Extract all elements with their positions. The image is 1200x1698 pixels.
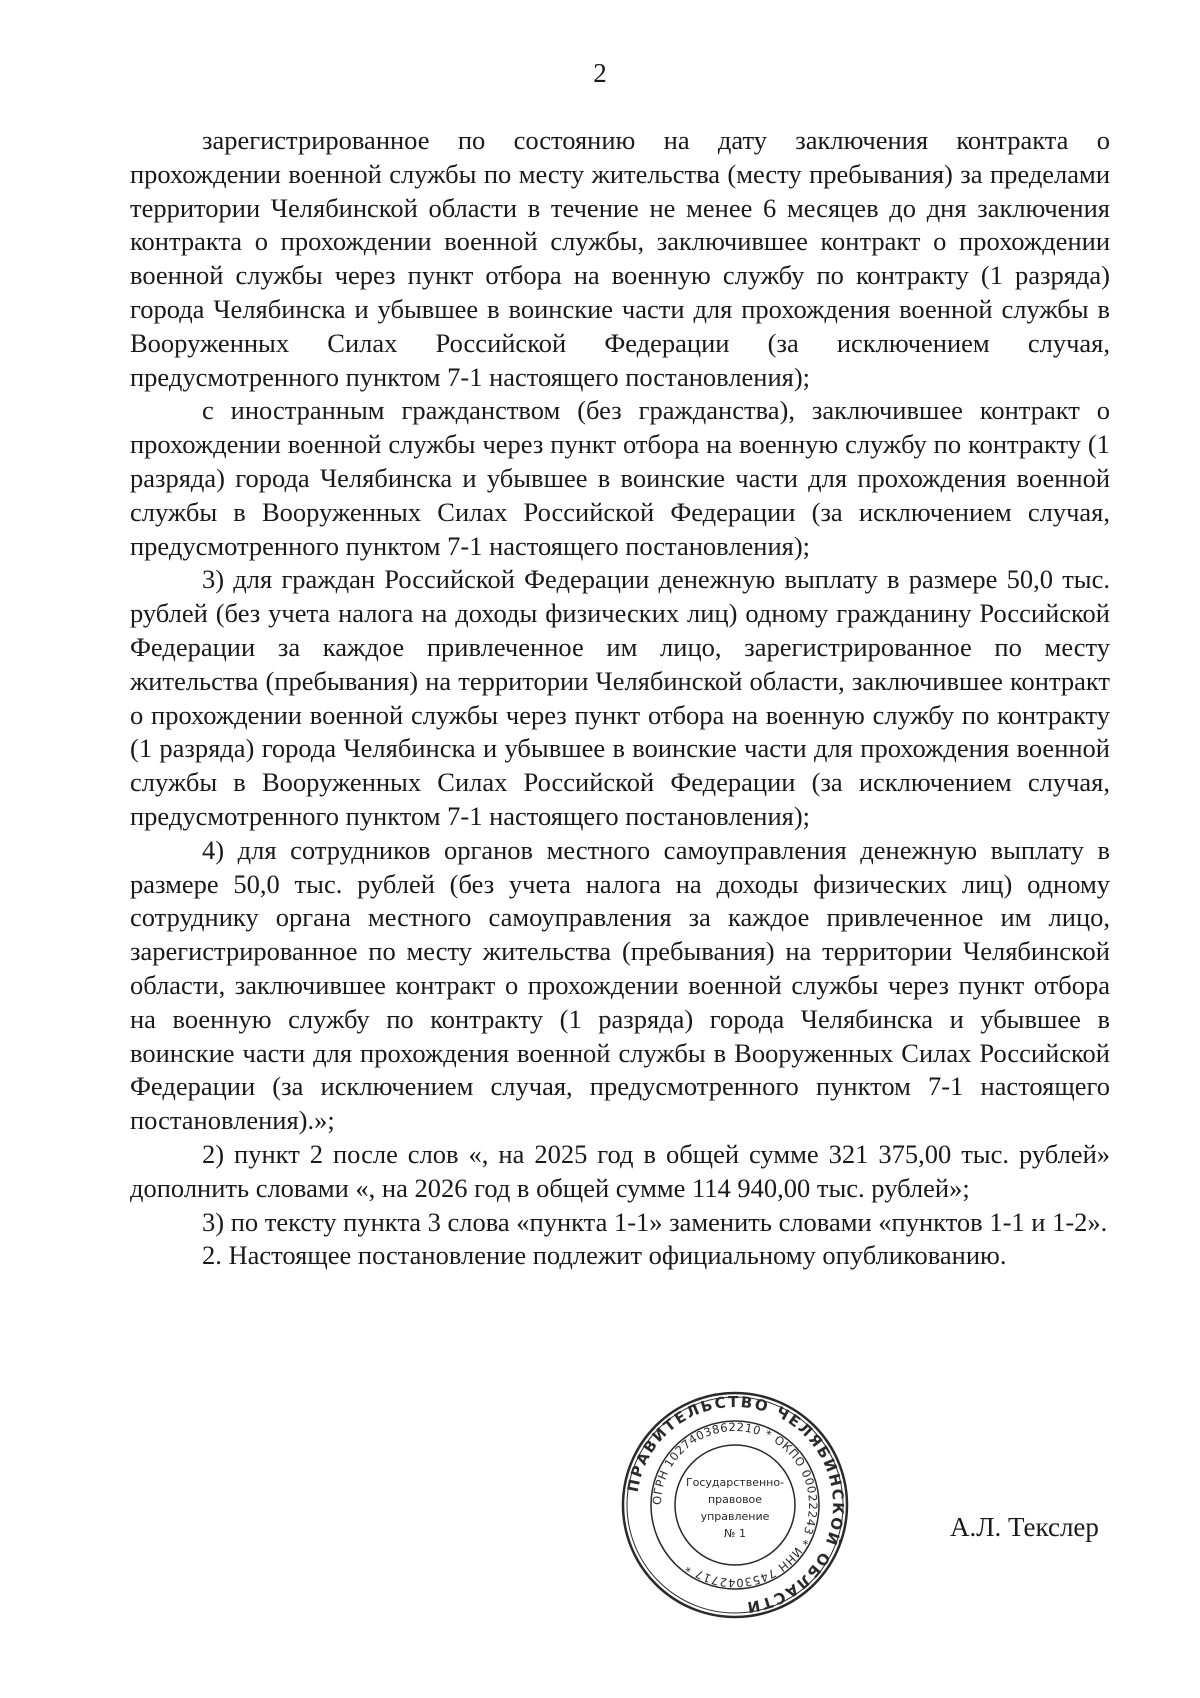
paragraph: 2. Настоящее постановление подлежит официальному опубликованию. [202, 1240, 1007, 1271]
seal-graphic [620, 1390, 850, 1620]
paragraph: 3) для граждан Российской Федерации денежную выплату в размере 50,0 тыс. рублей (без учета налога на доходы физических лиц) одному гражданину Российской Федерации за каждое привлеченное им лицо, зарегистрированное по месту жительства (пребывания) на территории Челябинской области, заключившее контракт о прохождении военной службы через пункт отбора на военную службу по контракту (1 разряда) города Челябинска и убывшее в воинские части для прохождения военной службы в Вооруженных Силах Российской Федерации (за исключением случая, предусмотренного пунктом 7-1 настоящего постановления); [130, 564, 1110, 831]
seal-center-line: управление [700, 1510, 770, 1523]
seal-center-line: № 1 [724, 1527, 746, 1540]
paragraph: 3) по тексту пункта 3 слова «пункта 1-1» заменить словами «пунктов 1-1 и 1-2». [202, 1206, 1108, 1237]
document-body [130, 124, 1110, 1273]
seal-outer-text: ПРАВИТЕЛЬСТВО ЧЕЛЯБИНСКОЙ ОБЛАСТИ [623, 1392, 848, 1617]
seal-inner-text: ОГРН 1027403862210 * ОКПО 00022243 * ИНН 7453042717 * [649, 1419, 821, 1591]
seal-center-line: Государственно- [685, 1476, 785, 1489]
official-seal [620, 1390, 850, 1620]
paragraph: с иностранным гражданством (без гражданства), заключившее контракт о прохождении военной службы через пункт отбора на военную службу по контракту (1 разряда) города Челябинска и убывшее в воинские части для прохождения военной службы в Вооруженных Силах Российской Федерации (за исключением случая, предусмотренного пунктом 7-1 настоящего постановления); [130, 395, 1110, 561]
page-number: 2 [593, 58, 607, 88]
paragraph: 2) пункт 2 после слов «, на 2025 год в общей сумме 321 375,00 тыс. рублей» дополнить словами «, на 2026 год в общей сумме 114 940,00 тыс. рублей»; [130, 1138, 1110, 1203]
signatory-name: А.Л. Текслер [950, 1512, 1099, 1542]
seal-center-line: правовое [707, 1493, 763, 1506]
paragraph: 4) для сотрудников органов местного самоуправления денежную выплату в размере 50,0 тыс. рублей (без учета налога на доходы физических лиц) одному сотруднику органа местного самоуправления за каждое привлеченное им лицо, зарегистрированное по месту жительства (пребывания) на территории Челябинской области, заключившее контракт о прохождении военной службы через пункт отбора на военную службу по контракту (1 разряда) города Челябинска и убывшее в воинские части для прохождения военной службы в Вооруженных Силах Российской Федерации (за исключением случая, предусмотренного пунктом 7-1 настоящего постановления).»; [130, 834, 1110, 1136]
paragraph: зарегистрированное по состоянию на дату заключения контракта о прохождении военной службы по месту жительства (месту пребывания) за пределами территории Челябинской области в течение не менее 6 месяцев до дня заключения контракта о прохождении военной службы, заключившее контракт о прохождении военной службы через пункт отбора на военную службу по контракту (1 разряда) города Челябинска и убывшее в воинские части для прохождения военной службы в Вооруженных Силах Российской Федерации (за исключением случая, предусмотренного пунктом 7-1 настоящего постановления); [130, 125, 1110, 392]
